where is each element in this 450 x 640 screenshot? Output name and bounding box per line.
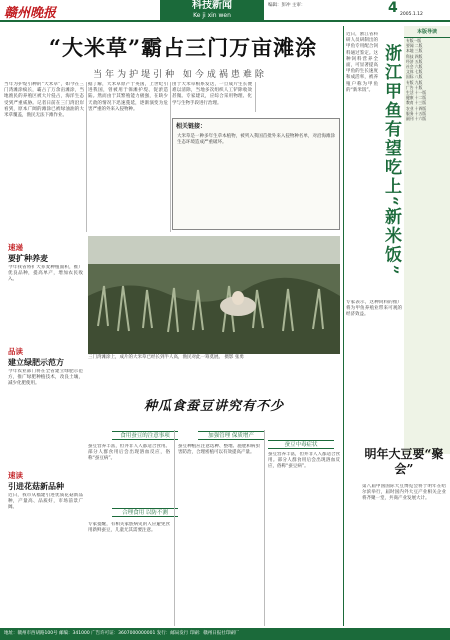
subhead-bar-4: 加强管理 保质增产 xyxy=(198,431,264,440)
section-title: 科技新闻 xyxy=(192,0,232,11)
guide-item: 要闻 二版 xyxy=(406,43,423,49)
guide-item: 农业 十四版 xyxy=(406,105,427,111)
article-column-3: 由于大米草根系发达，一旦成片生长便难以清除，当地多次组织人工铲除收效甚微。专家建议，应综合采用物理、化学与生物手段进行治理。 xyxy=(172,82,252,106)
soybean-text: 第八届中国国际大豆博览会将于明年在哈尔滨举行，届时国内外大豆产业相关企业将齐聚一堂，共商产业发展大计。 xyxy=(362,484,446,502)
guide-panel xyxy=(404,26,450,454)
broadbean-text-4: 蚕豆营养丰富，但并非人人都适合食用。部分人群食用后会出现溶血反应，俗称“蚕豆病”。 xyxy=(268,452,340,470)
guide-item: 社会 六版 xyxy=(406,64,423,70)
guide-item: 服务 十五版 xyxy=(406,110,427,116)
broadbean-text-1: 蚕豆营养丰富，但并非人人都适合食用。部分人群食用后会出现溶血反应，俗称“蚕豆病”。 xyxy=(88,444,170,462)
feature-text-2: 专家表示，这种饲料的推广将为甲鱼养殖业带来可观的经济效益。 xyxy=(346,300,402,318)
photo-caption xyxy=(88,355,340,361)
sidebar-title-3: 引进花菇新品种 xyxy=(8,482,64,491)
feature-divider xyxy=(343,26,344,626)
sidebar-text-2: 今年农业部门将在全省建立绿肥示范方，推广绿肥种植技术，改良土壤，减少化肥使用。 xyxy=(8,369,83,387)
photo-caption-text: 三门湾滩涂上，成片的大米草已经长到半人高，渔民对此一筹莫展。 xyxy=(88,355,223,360)
guide-item: 生活 十一版 xyxy=(406,90,427,96)
feature-text-1: 近日，浙江省科研人员研制出的甲鱼专用配合饲料通过鉴定。这种饲料营养全面，可显著提高甲鱼的生长速度和成活率，被养殖户称为甲鱼的“新米饭”。 xyxy=(346,32,378,93)
main-headline: “大米草”霸占三门万亩滩涂 xyxy=(48,35,318,60)
section-pinyin: Ke ji xin wen xyxy=(193,12,231,19)
subhead-bar-2: 蚕豆中毒症状 xyxy=(268,440,334,449)
photo-credit: 摄影 张勇 xyxy=(224,355,244,360)
masthead xyxy=(0,0,450,22)
related-link-box xyxy=(172,118,340,230)
guide-item: 专版 九版 xyxy=(406,79,423,85)
broadbean-headline: 种瓜食蚕豆讲究有不少 xyxy=(143,399,284,414)
editor-info: 编辑：彭冲 主审： xyxy=(268,3,306,8)
spartina-photo xyxy=(88,236,340,354)
newspaper-logo: 赣州晚报 xyxy=(4,6,57,21)
column-divider xyxy=(86,82,87,232)
guide-item: 科技 四版 xyxy=(406,53,423,59)
feature-vertical-title: 浙江甲鱼有望吃上“新米饭” xyxy=(381,44,401,277)
guide-item: 文体 七版 xyxy=(406,69,423,75)
subhead-bar-1: 食用蚕豆的注意事项 xyxy=(112,431,178,440)
column-divider xyxy=(255,82,256,112)
guide-item: 本地 三版 xyxy=(406,48,423,54)
grass-image xyxy=(88,236,340,354)
sidebar-text-1: 今年我省将扩大荞麦种植面积，推广优良品种，提高单产，增加农民收入。 xyxy=(8,265,83,283)
guide-item: 广告 十版 xyxy=(406,84,423,90)
soybean-headline: 明年大豆要“聚会” xyxy=(364,447,444,476)
column-divider xyxy=(170,82,171,232)
guide-list xyxy=(404,38,450,121)
broadbean-text-3: 蚕豆种植应注意选种、整地、施肥和病虫害防治，合理密植可以有效提高产量。 xyxy=(178,444,260,456)
guide-item: 副刊 十六版 xyxy=(406,116,427,122)
sidebar-text-3: 近日，我市从福建引进优质花菇新品种，产量高、品质好，市场前景广阔。 xyxy=(8,493,83,511)
guide-item: 健康 十二版 xyxy=(406,95,427,101)
guide-item: 国际 八版 xyxy=(406,74,423,80)
guide-header: 本版导读 xyxy=(404,26,450,38)
sidebar-label-3: 速读 xyxy=(8,471,23,480)
main-subhead: 当年为护堤引种 如今成祸患难除 xyxy=(93,70,267,80)
guide-item: 专版一版 xyxy=(406,38,422,43)
column-divider xyxy=(264,430,265,626)
broadbean-text-2: 专家提醒，有相关家族病史的人应避免食用新鲜蚕豆，儿童尤其需要注意。 xyxy=(88,522,170,534)
column-divider xyxy=(174,430,175,626)
article-column-1: 当年为护堤引种的“大米草”，如今在三门湾滩涂疯长，霸占了万余亩滩涂，当地渔民的养殖区被大片侵占，海洋生态受到严重威胁。记者日前在三门湾沿岸看到，原本广阔的滩涂已被绿油油的大米草覆盖，渔民无法下滩作业。 xyxy=(4,82,84,119)
section-banner xyxy=(160,0,264,20)
article-column-2: 据了解，大米草原产于英国，上世纪引进我国，曾被用于保滩护堤、促淤造陆。然而由于其繁殖能力极强，在缺少天敌的情况下迅速蔓延，逐渐演变为危害严重的外来入侵物种。 xyxy=(88,82,168,112)
sidebar-label-1: 速递 xyxy=(8,243,23,252)
page-number: 4 xyxy=(388,0,398,16)
sidebar-title-1: 要扩种养麦 xyxy=(8,254,48,263)
guide-item: 经济 五版 xyxy=(406,58,423,64)
page-date: 2005.1.12 xyxy=(400,12,423,17)
page-footer: 地址：赣州市西胡路100号 邮编：341000 广告许可证：3607000000001 发行：邮局发行 印刷：赣州日报社印刷厂 xyxy=(0,628,450,640)
left-sidebar xyxy=(4,242,83,555)
sidebar-title-2: 建立绿肥示范方 xyxy=(8,358,64,367)
subhead-bar-3: 合理食用 以防不测 xyxy=(112,508,178,517)
guide-item: 教育 十三版 xyxy=(406,100,427,106)
sidebar-label-2: 品读 xyxy=(8,347,23,356)
related-link-text: 大米草是一种多年生草本植物，被列入我国首批外来入侵物种名单，对沿海滩涂生态环境造成严重破坏。 xyxy=(177,134,335,146)
related-link-title: 相关链接： xyxy=(176,123,207,130)
